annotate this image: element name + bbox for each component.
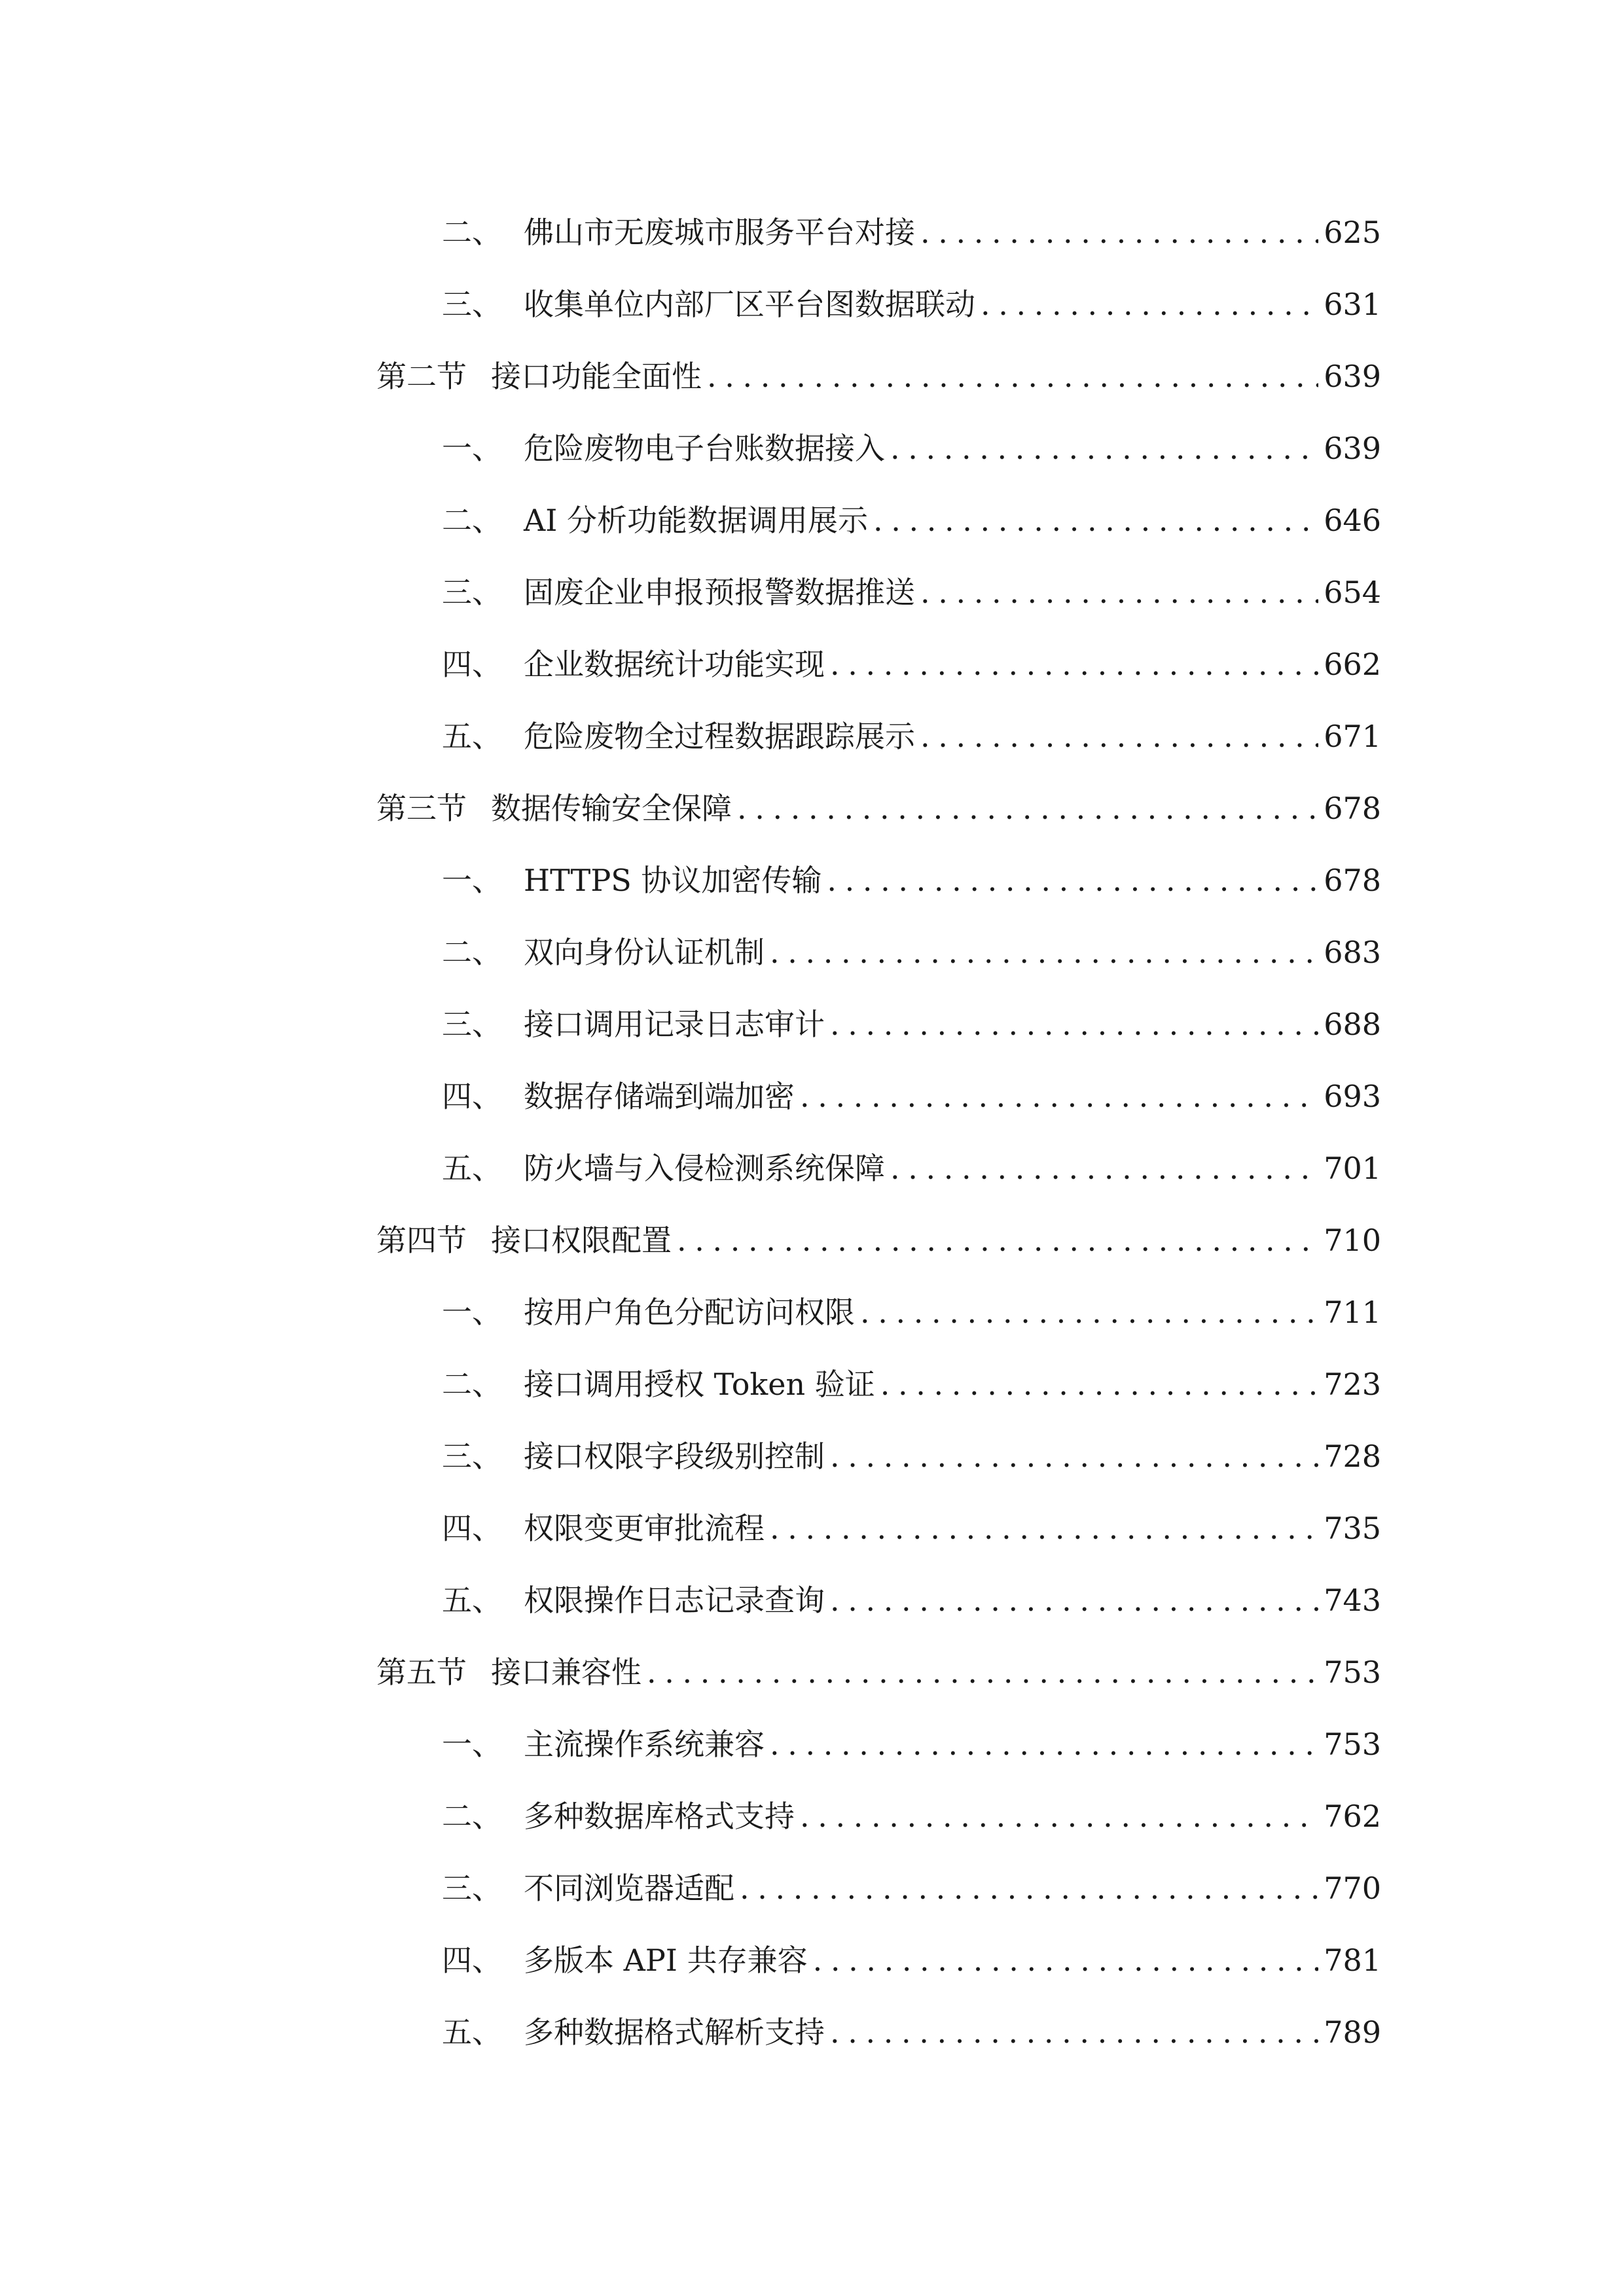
toc-entry-number: 五、 — [442, 719, 502, 754]
toc-entry-number: 一、 — [442, 863, 502, 898]
toc-entry-title: 固废企业申报预报警数据推送 — [524, 575, 915, 610]
toc-dot-leader — [890, 1132, 1318, 1204]
toc-dot-leader — [920, 700, 1318, 772]
toc-subsection-entry[interactable] — [376, 916, 1381, 988]
toc-dot-leader — [830, 1420, 1318, 1492]
toc-entry-title: 接口权限字段级别控制 — [524, 1439, 825, 1474]
toc-entry-number: 三、 — [442, 1871, 502, 1906]
toc-entry-number: 第三节 — [376, 791, 467, 826]
toc-entry-page-number: 693 — [1324, 1079, 1381, 1114]
toc-subsection-entry[interactable] — [376, 412, 1381, 484]
toc-section-entry[interactable] — [376, 1204, 1381, 1276]
toc-entry-title: 防火墙与入侵检测系统保障 — [524, 1151, 885, 1186]
toc-entry-number: 四、 — [442, 1079, 502, 1114]
toc-entry-number: 三、 — [442, 575, 502, 610]
toc-entry-number: 第四节 — [376, 1223, 467, 1258]
toc-dot-leader — [770, 1492, 1318, 1564]
table-of-contents — [376, 196, 1381, 2068]
toc-dot-leader — [830, 988, 1318, 1060]
toc-entry-title: 权限操作日志记录查询 — [524, 1583, 825, 1618]
toc-subsection-entry[interactable] — [376, 628, 1381, 700]
toc-subsection-entry[interactable] — [376, 1924, 1381, 1996]
toc-entry-page-number: 688 — [1324, 1007, 1381, 1042]
toc-entry-number: 第二节 — [376, 359, 467, 394]
toc-dot-leader — [707, 340, 1318, 412]
toc-entry-page-number: 678 — [1324, 791, 1381, 826]
toc-entry-title: 权限变更审批流程 — [524, 1511, 765, 1546]
toc-entry-title: 按用户角色分配访问权限 — [524, 1295, 855, 1330]
toc-entry-title: 主流操作系统兼容 — [524, 1727, 765, 1762]
toc-subsection-entry[interactable] — [376, 484, 1381, 556]
toc-dot-leader — [677, 1204, 1318, 1276]
toc-entry-number: 三、 — [442, 1007, 502, 1042]
toc-entry-page-number: 662 — [1324, 647, 1381, 682]
toc-dot-leader — [860, 1276, 1318, 1348]
toc-dot-leader — [830, 1564, 1318, 1636]
toc-entry-page-number: 639 — [1324, 431, 1381, 466]
toc-entry-page-number: 654 — [1324, 575, 1381, 610]
toc-dot-leader — [920, 556, 1318, 628]
toc-dot-leader — [740, 1852, 1318, 1924]
toc-entry-page-number: 770 — [1324, 1871, 1381, 1906]
toc-subsection-entry[interactable] — [376, 1492, 1381, 1564]
toc-entry-page-number: 753 — [1324, 1655, 1381, 1690]
toc-entry-number: 一、 — [442, 431, 502, 466]
toc-entry-title: 接口兼容性 — [491, 1655, 641, 1690]
toc-dot-leader — [873, 484, 1318, 556]
toc-entry-title: 多种数据格式解析支持 — [524, 2015, 825, 2050]
toc-entry-title: 收集单位内部厂区平台图数据联动 — [524, 287, 975, 322]
toc-entry-page-number: 723 — [1324, 1367, 1381, 1402]
toc-entry-title: 数据传输安全保障 — [491, 791, 732, 826]
toc-dot-leader — [647, 1636, 1318, 1708]
toc-entry-page-number: 781 — [1324, 1943, 1381, 1978]
toc-subsection-entry[interactable] — [376, 988, 1381, 1060]
toc-dot-leader — [880, 1348, 1318, 1420]
toc-entry-title: HTTPS 协议加密传输 — [524, 863, 822, 898]
toc-entry-page-number: 762 — [1324, 1799, 1381, 1834]
toc-subsection-entry[interactable] — [376, 1276, 1381, 1348]
toc-entry-title: 企业数据统计功能实现 — [524, 647, 825, 682]
toc-entry-page-number: 639 — [1324, 359, 1381, 394]
toc-entry-title: 危险废物电子台账数据接入 — [524, 431, 885, 466]
toc-section-entry[interactable] — [376, 340, 1381, 412]
toc-subsection-entry[interactable] — [376, 1348, 1381, 1420]
toc-entry-title: 接口权限配置 — [491, 1223, 672, 1258]
toc-entry-number: 一、 — [442, 1295, 502, 1330]
toc-entry-page-number: 789 — [1324, 2015, 1381, 2050]
toc-subsection-entry[interactable] — [376, 1060, 1381, 1132]
toc-entry-page-number: 735 — [1324, 1511, 1381, 1546]
toc-entry-page-number: 728 — [1324, 1439, 1381, 1474]
toc-entry-number: 二、 — [442, 1367, 502, 1402]
toc-dot-leader — [770, 1708, 1318, 1780]
toc-section-entry[interactable] — [376, 1636, 1381, 1708]
toc-entry-page-number: 625 — [1324, 215, 1381, 250]
toc-entry-title: 不同浏览器适配 — [524, 1871, 734, 1906]
toc-entry-number: 二、 — [442, 935, 502, 970]
toc-subsection-entry[interactable] — [376, 700, 1381, 772]
toc-entry-title: 双向身份认证机制 — [524, 935, 765, 970]
toc-subsection-entry[interactable] — [376, 1132, 1381, 1204]
toc-entry-number: 二、 — [442, 1799, 502, 1834]
toc-subsection-entry[interactable] — [376, 1996, 1381, 2068]
toc-subsection-entry[interactable] — [376, 1708, 1381, 1780]
toc-entry-number: 四、 — [442, 1943, 502, 1978]
toc-entry-title: 接口调用记录日志审计 — [524, 1007, 825, 1042]
toc-entry-number: 三、 — [442, 1439, 502, 1474]
toc-subsection-entry[interactable] — [376, 1852, 1381, 1924]
toc-entry-page-number: 678 — [1324, 863, 1381, 898]
toc-entry-page-number: 646 — [1324, 503, 1381, 538]
toc-dot-leader — [827, 844, 1318, 916]
toc-entry-title: 数据存储端到端加密 — [524, 1079, 795, 1114]
toc-entry-number: 三、 — [442, 287, 502, 322]
toc-section-entry[interactable] — [376, 772, 1381, 844]
toc-subsection-entry[interactable] — [376, 1420, 1381, 1492]
toc-dot-leader — [830, 1996, 1318, 2068]
toc-dot-leader — [813, 1924, 1319, 1996]
toc-dot-leader — [890, 412, 1318, 484]
toc-dot-leader — [830, 628, 1318, 700]
toc-entry-number: 五、 — [442, 1151, 502, 1186]
toc-entry-number: 四、 — [442, 1511, 502, 1546]
toc-entry-number: 四、 — [442, 647, 502, 682]
toc-entry-page-number: 683 — [1324, 935, 1381, 970]
toc-dot-leader — [981, 268, 1318, 340]
toc-dot-leader — [737, 772, 1318, 844]
toc-entry-number: 二、 — [442, 503, 502, 538]
toc-entry-number: 五、 — [442, 1583, 502, 1618]
toc-entry-page-number: 631 — [1324, 287, 1381, 322]
toc-dot-leader — [920, 196, 1318, 268]
toc-subsection-entry[interactable] — [376, 1564, 1381, 1636]
toc-subsection-entry[interactable] — [376, 556, 1381, 628]
toc-entry-number: 五、 — [442, 2015, 502, 2050]
toc-entry-title: 多版本 API 共存兼容 — [524, 1943, 808, 1978]
toc-entry-page-number: 701 — [1324, 1151, 1381, 1186]
toc-entry-title: 接口功能全面性 — [491, 359, 702, 394]
toc-entry-page-number: 711 — [1324, 1295, 1381, 1330]
toc-entry-title: AI 分析功能数据调用展示 — [524, 503, 869, 538]
toc-entry-title: 危险废物全过程数据跟踪展示 — [524, 719, 915, 754]
toc-entry-page-number: 671 — [1324, 719, 1381, 754]
toc-entry-title: 多种数据库格式支持 — [524, 1799, 795, 1834]
toc-subsection-entry[interactable] — [376, 844, 1381, 916]
toc-subsection-entry[interactable] — [376, 1780, 1381, 1852]
toc-subsection-entry[interactable] — [376, 268, 1381, 340]
toc-entry-page-number: 743 — [1324, 1583, 1381, 1618]
toc-entry-page-number: 753 — [1324, 1727, 1381, 1762]
toc-entry-title: 佛山市无废城市服务平台对接 — [524, 215, 915, 250]
toc-subsection-entry[interactable] — [376, 196, 1381, 268]
toc-entry-number: 一、 — [442, 1727, 502, 1762]
toc-entry-number: 第五节 — [376, 1655, 467, 1690]
toc-entry-title: 接口调用授权 Token 验证 — [524, 1367, 875, 1402]
toc-dot-leader — [800, 1780, 1318, 1852]
toc-entry-number: 二、 — [442, 215, 502, 250]
toc-entry-page-number: 710 — [1324, 1223, 1381, 1258]
toc-dot-leader — [800, 1060, 1318, 1132]
toc-dot-leader — [770, 916, 1318, 988]
